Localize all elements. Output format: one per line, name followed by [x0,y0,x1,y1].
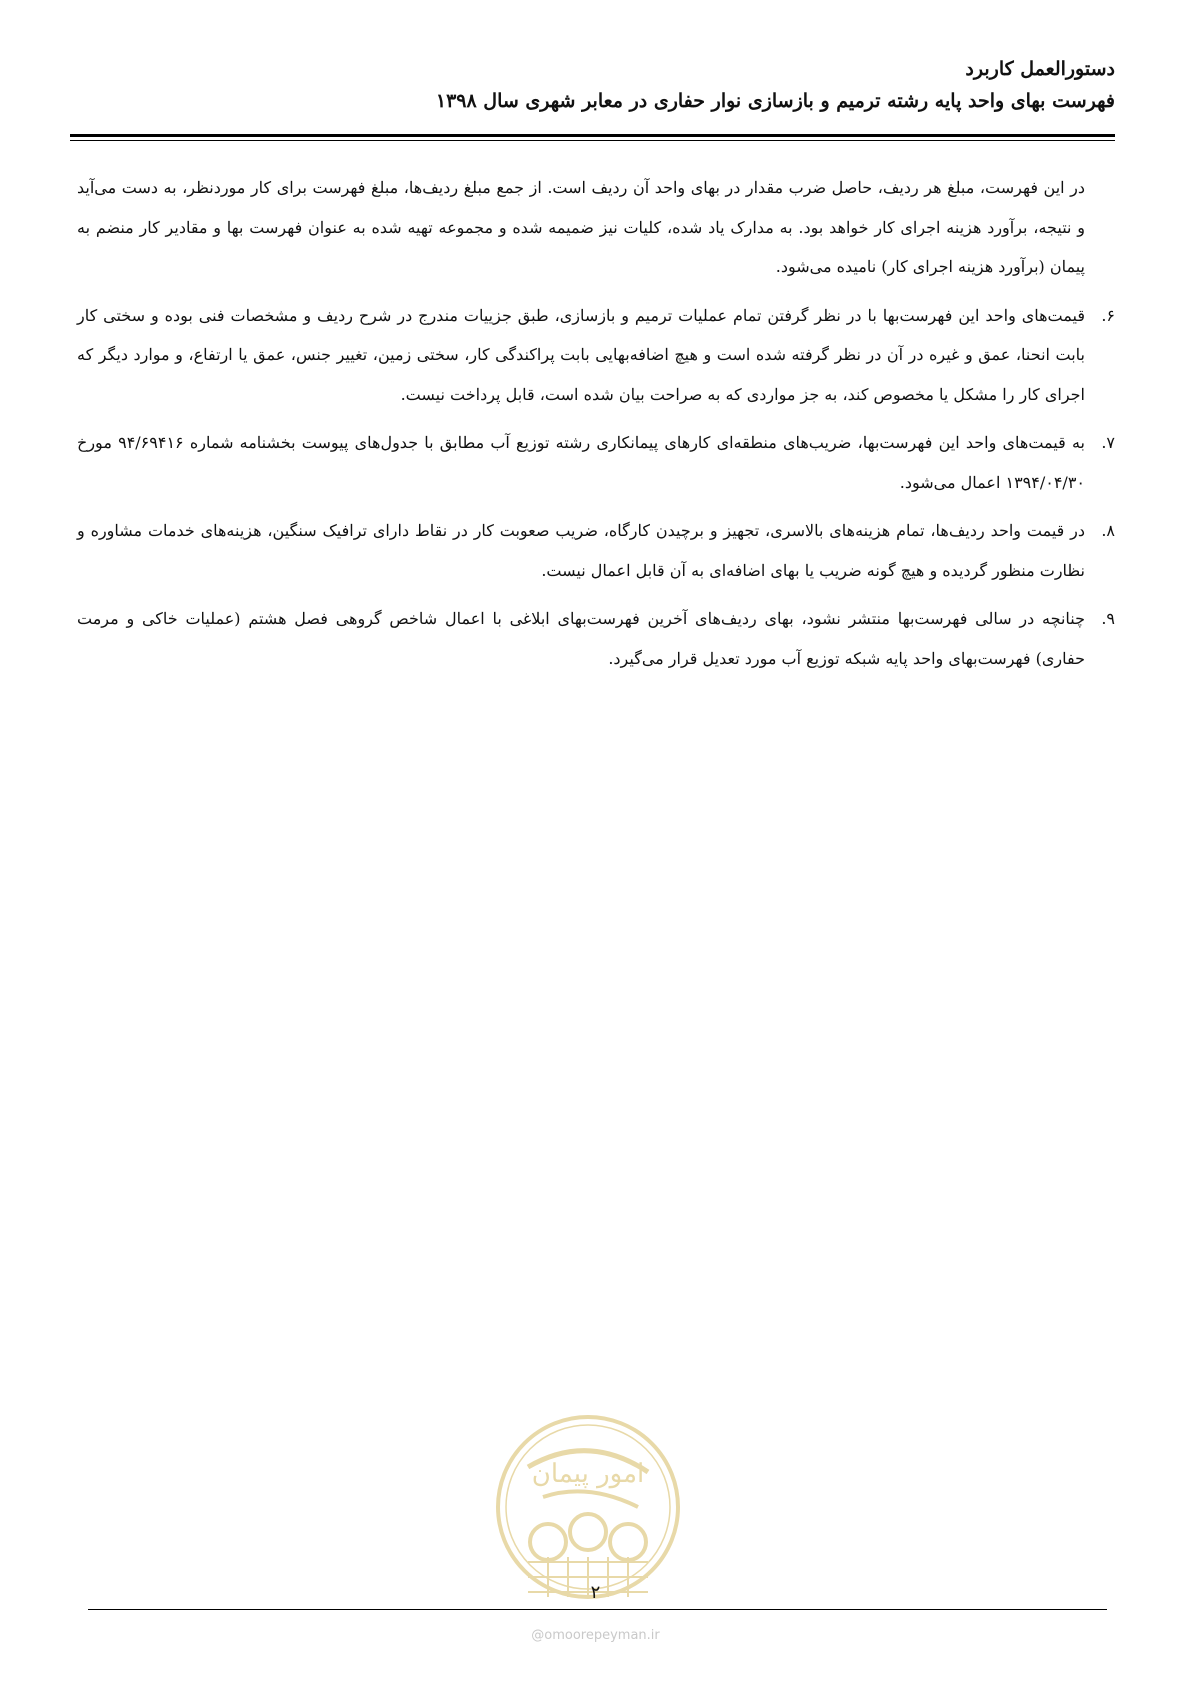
list-item-text: قیمت‌های واحد این فهرست‌بها با در نظر گرفتن تمام عملیات ترمیم و بازسازی، طبق جزییات مندرج در شرح ردیف و مشخصات فنی بوده و سختی کار بابت انحنا، عمق و غیره در آن در نظر گرفته شده است و هیچ اضافه‌بهایی بابت پراکندگی کار، سختی زمین، تغییر جنس، عمق یا ارتفاع، و موارد دیگر که اجرای کار را مشکل یا مخصوص کند، به جز مواردی که به صراحت بیان شده است، قابل پرداخت نیست. [77,305,1085,404]
list-item-text: در قیمت واحد ردیف‌ها، تمام هزینه‌های بالاسری، تجهیز و برچیدن کارگاه، ضریب صعوبت کار در نقاط دارای ترافیک سنگین، هزینه‌های خدمات مشاوره و نظارت منظور گردیده و هیچ گونه ضریب یا بهای اضافه‌ای به آن قابل اعمال نیست. [77,521,1085,580]
list-item-text: به قیمت‌های واحد این فهرست‌بها، ضریب‌های منطقه‌ای کارهای پیمانکاری رشته توزیع آب مطابق با جدول‌های پیوست بخشنامه شماره ۹۴/۶۹۴۱۶ مورخ ۱۳۹۴/۰۴/۳۰ اعمال می‌شود. [77,433,1085,492]
document-body [77,168,1115,687]
header-title: دستورالعمل کاربرد [965,58,1115,80]
header-rule-thick [70,134,1115,137]
footer-rule [88,1609,1107,1610]
intro-paragraph: در این فهرست، مبلغ هر ردیف، حاصل ضرب مقدار در بهای واحد آن ردیف است. از جمع مبلغ ردیف‌ها، مبلغ فهرست برای کار موردنظر، به دست می‌آید و نتیجه، برآورد هزینه اجرای کار خواهد بود. به مدارک یاد شده، کلیات نیز ضمیمه شده و مجموعه تهیه شده به عنوان فهرست بها و مقادیر کار منضم به پیمان (برآورد هزینه اجرای کار) نامیده می‌شود. [77,178,1086,276]
list-item-9 [77,599,1115,678]
list-item-8 [77,511,1115,590]
footer-site: @omoorepeyman.ir [531,1628,660,1643]
page-number: ۲ [590,1582,601,1603]
list-item-number: ۷. [1101,433,1115,452]
list-item-7 [77,423,1115,502]
header-rule-thin [70,140,1115,141]
document-header [76,58,1115,112]
header-subtitle: فهرست بهای واحد پایه رشته ترمیم و بازسازی نوار حفاری در معابر شهری سال ۱۳۹۸ [435,90,1115,112]
list-item-number: ۹. [1101,609,1115,628]
list-item-6 [77,296,1115,415]
watermark-logo-text: امور پیمان [531,1459,645,1489]
list-item-number: ۶. [1101,305,1115,325]
list-item-number: ۸. [1101,521,1115,540]
list-item-text: چنانچه در سالی فهرست‌بها منتشر نشود، بهای ردیف‌های آخرین فهرست‌بهای ابلاغی با اعمال شاخص گروهی فصل هشتم (عملیات خاکی و مرمت حفاری) فهرست‌بهای واحد پایه شبکه توزیع آب مورد تعدیل قرار می‌گیرد. [77,609,1085,668]
